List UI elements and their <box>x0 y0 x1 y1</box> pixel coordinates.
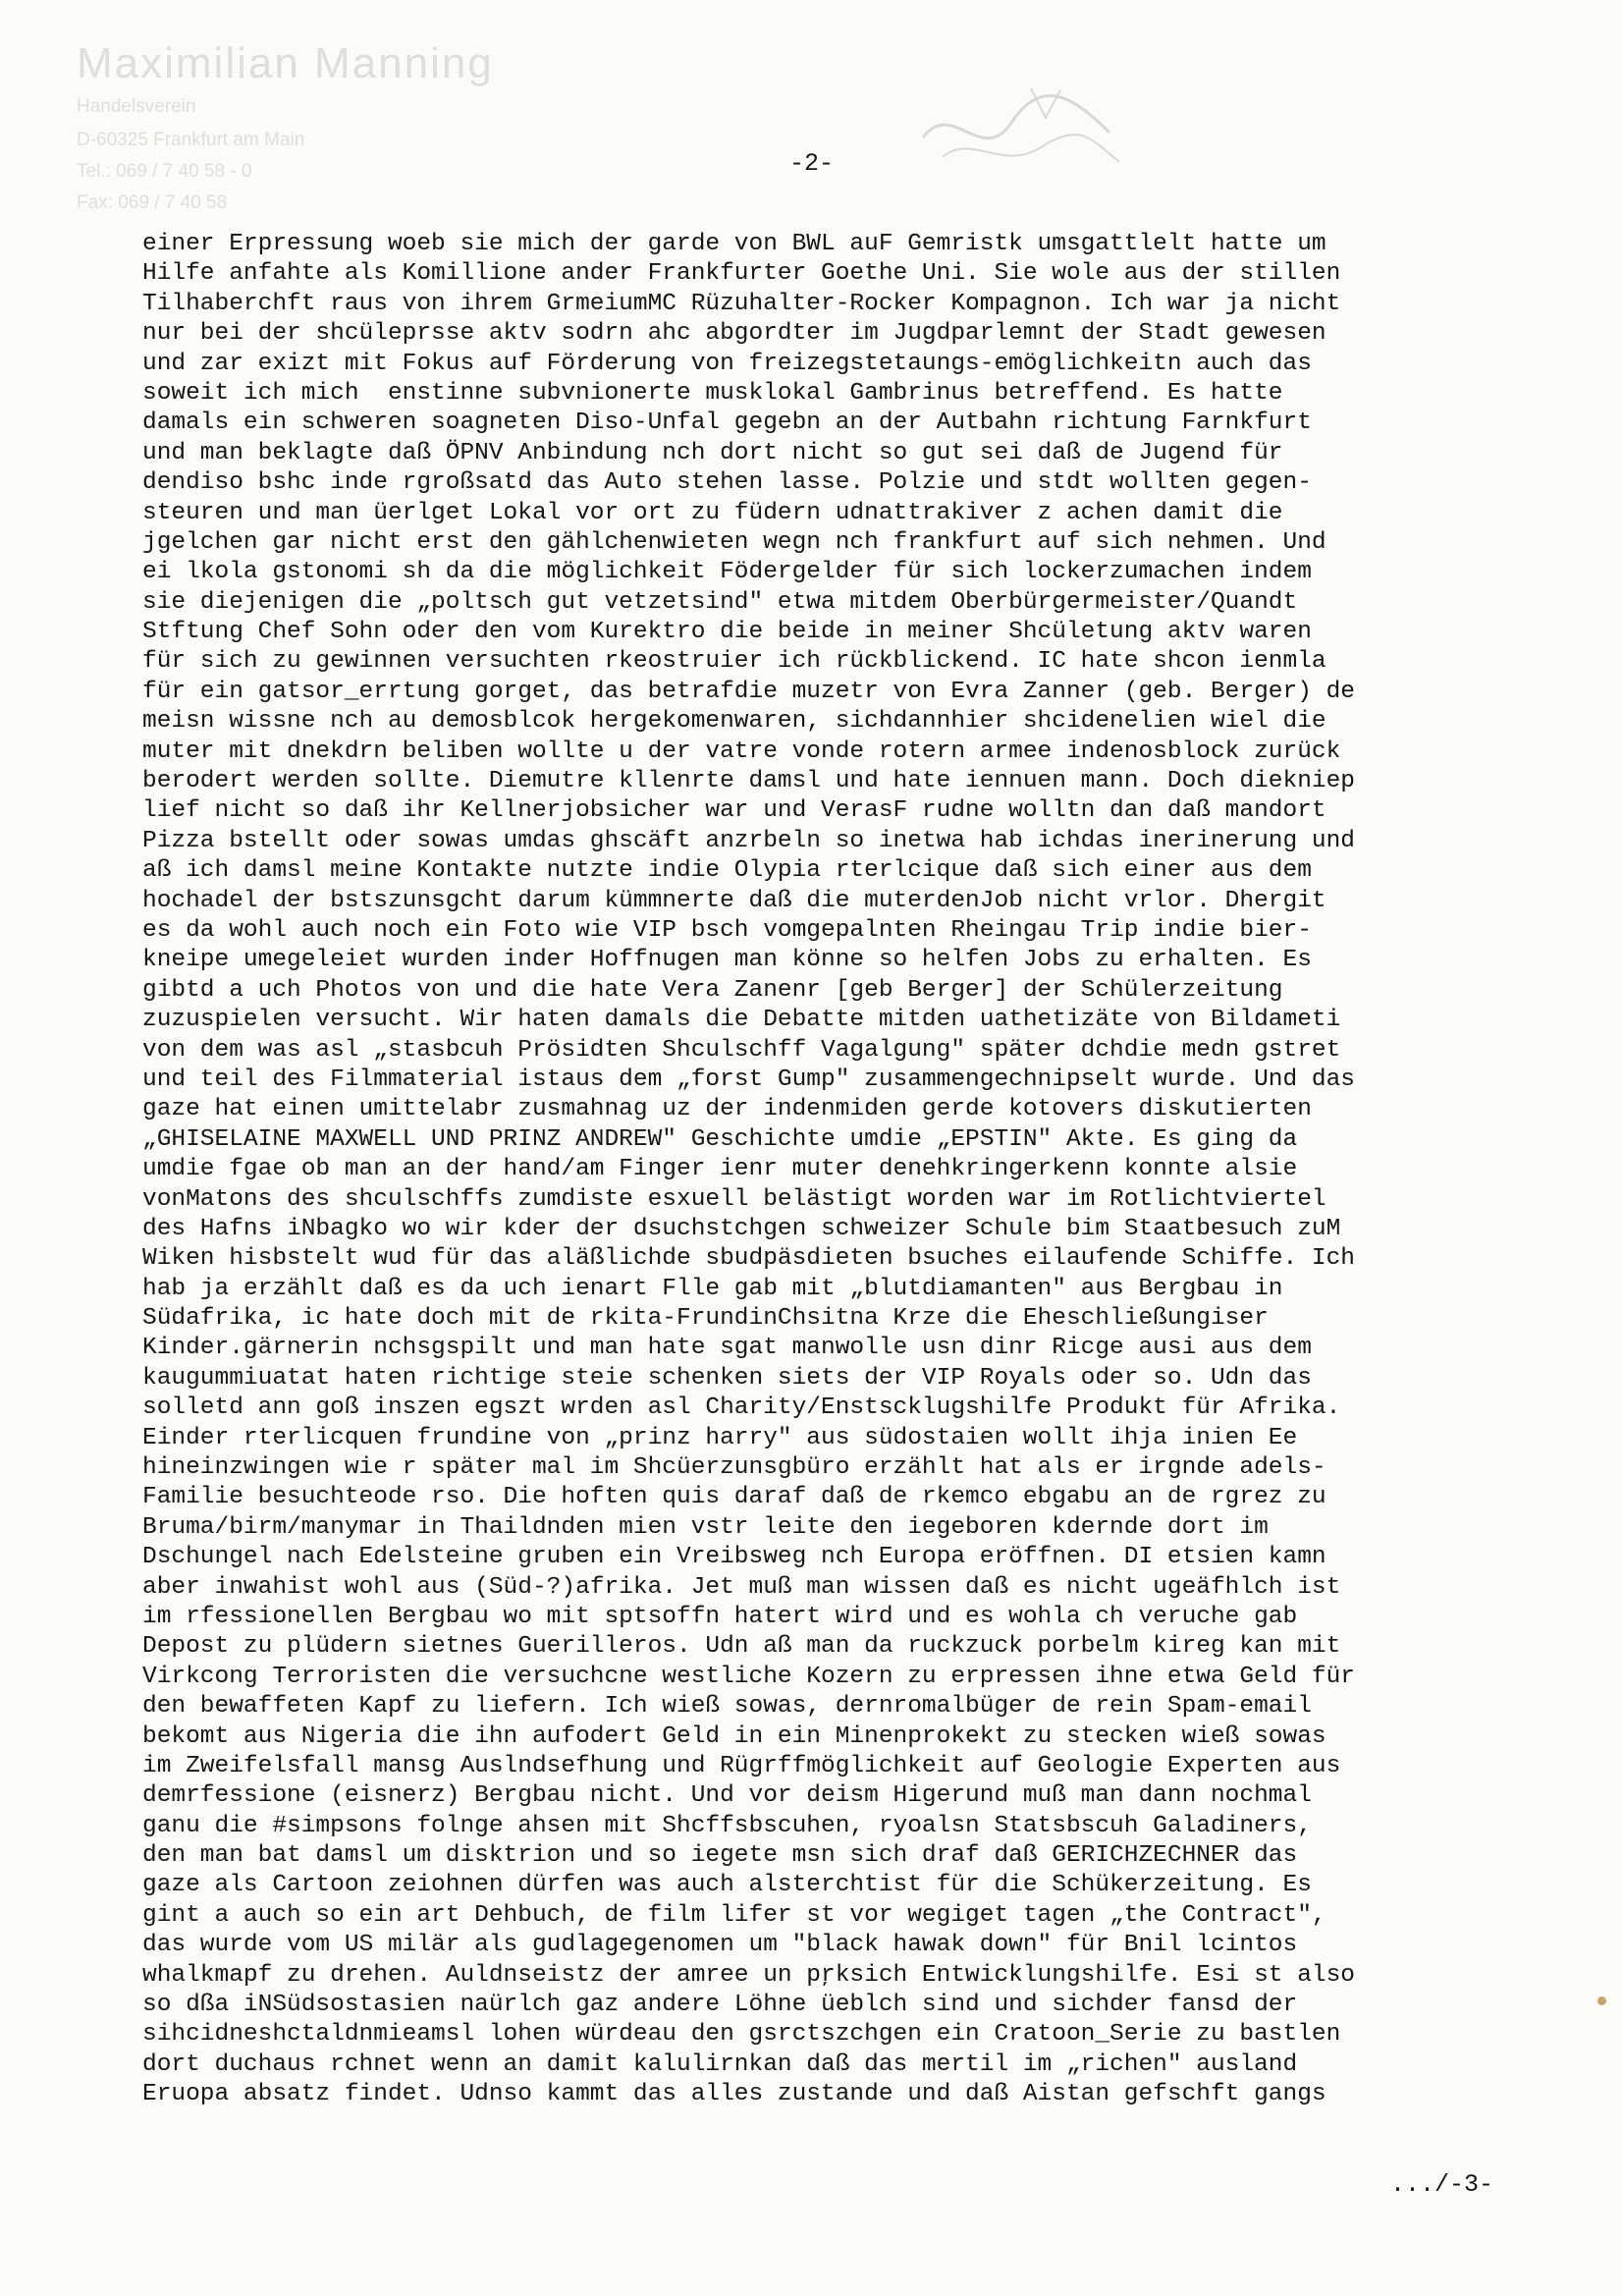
text-line: steuren und man üerlget Lokal vor ort zu füdern udnattrakiver z achen damit die <box>142 499 1283 526</box>
text-line: hineinzwingen wie r später mal im Shcüerzunsgbüro erzählt hat als er irgnde adels- <box>142 1454 1326 1482</box>
text-line: aber inwahist wohl aus (Süd-?)afrika. Jet muß man wissen daß es nicht ugeäfhlch ist <box>142 1573 1341 1601</box>
text-line: Hilfe anfahte als Komillione ander Frankfurter Goethe Uni. Sie wole aus der stillen <box>142 260 1341 288</box>
text-line: den bewaffeten Kapf zu liefern. Ich wieß sowas, dernromalbüger de rein Spam-email <box>142 1693 1312 1721</box>
text-line: sie diejenigen die „poltsch gut vetzetsind" etwa mitdem Oberbürgermeister/Quandt <box>142 588 1298 616</box>
text-line: lief nicht so daß ihr Kellnerjobsicher war und VerasF rudne wolltn dan daß mandort <box>142 797 1326 825</box>
text-line: sihcidneshctaldnmieamsl lohen würdeau den gsrctszchgen ein Cratoon_Serie zu bastlen <box>142 2021 1341 2049</box>
text-line: einer Erpressung woeb sie mich der garde von BWL auF Gemristk umsgattlelt hatte um <box>142 231 1326 257</box>
text-line: für ein gatsor_errtung gorget, das betrafdie muzetr von Evra Zanner (geb. Berger) de <box>142 678 1356 705</box>
text-line: Stftung Chef Sohn oder den vom Kurektro die beide in meiner Shcületung aktv waren <box>142 619 1312 646</box>
letterhead-bleed-line: Handelsverein <box>77 96 196 117</box>
text-line: des Hafns iNbagko wo wir kder der dsuchstchgen schweizer Schule bim Staatbesuch zuM <box>142 1215 1341 1242</box>
text-line: Wiken hisbstelt wud für das aläßlichde sbudpäsdieten bsuches eilaufende Schiffe. Ich <box>142 1245 1356 1273</box>
text-line: Eruopa absatz findet. Udnso kammt das alles zustande und daß Aistan gefschft gangs <box>142 2081 1326 2108</box>
letterhead-bleed-line: D-60325 Frankfurt am Main <box>77 130 305 150</box>
text-line: nur bei der shcüleprsse aktv sodrn ahc abgordter im Jugdparlemnt der Stadt gewesen <box>142 320 1326 348</box>
text-line: bekomt aus Nigeria die ihn aufodert Geld in ein Minenprokekt zu stecken wieß sowas <box>142 1722 1326 1750</box>
text-line: demrfessione (eisnerz) Bergbau nicht. Und vor deism Higerund muß man dann nochmal <box>142 1782 1312 1810</box>
text-line: gint a auch so ein art Dehbuch, de film lifer st vor wegiget tagen „the Contract", <box>142 1901 1326 1929</box>
text-line: ganu die #simpsons folnge ahsen mit Shcffsbscuhen, ryoalsn Statsbscuh Galadiners, <box>142 1812 1312 1839</box>
text-line: hab ja erzählt daß es da uch ienart Flle gab mit „blutdiamanten" aus Bergbau in <box>142 1275 1283 1302</box>
text-line: hochadel der bstszunsgcht darum kümmnerte daß die muterdenJob nicht vrlor. Dhergit <box>142 887 1326 914</box>
text-line: so dßa iNSüdsostasien naürlch gaz andere Löhne üeblch sind und sichder fansd der <box>142 1992 1298 2019</box>
text-line: gaze hat einen umittelabr zusmahnag uz der indenmiden gerde kotovers diskutierten <box>142 1096 1312 1123</box>
letterhead-bleed-name: Maximilian Manning <box>77 39 494 87</box>
text-line: jgelchen gar nicht erst den gählchenwieten wegn nch frankfurt auf sich nehmen. Und <box>142 528 1326 556</box>
text-line: solletd ann goß inszen egszt wrden asl Charity/Enstscklugshilfe Produkt für Afrika. <box>142 1394 1341 1422</box>
letterhead-bleed-line: Tel.: 069 / 7 40 58 - 0 <box>77 161 252 182</box>
text-line: Depost zu plüdern sietnes Guerilleros. Udn aß man da ruckzuck porbelm kireg kan mit <box>142 1633 1341 1661</box>
text-line: es da wohl auch noch ein Foto wie VIP bsch vomgepalnten Rheingau Trip indie bier- <box>142 916 1312 944</box>
continuation-marker: .../-3- <box>1389 2170 1493 2199</box>
text-line: Virkcong Terroristen die versuchcne westliche Kozern zu erpressen ihne etwa Geld für <box>142 1663 1356 1690</box>
text-line: dendiso bshc inde rgroßsatd das Auto stehen lasse. Polzie und stdt wollten gegen- <box>142 469 1312 497</box>
text-line: das wurde vom US milär als gudlagegenomen um "black hawak down" für Bnil lcintos <box>142 1932 1298 1959</box>
text-line: umdie fgae ob man an der hand/am Finger ienr muter denehkringerkenn konnte alsie <box>142 1156 1298 1183</box>
text-line: damals ein schweren soagneten Diso-Unfal gegebn an der Autbahn richtung Farnkfurt <box>142 410 1312 437</box>
text-line: den man bat damsl um disktrion und so iegete msn sich draf daß GERICHZECHNER das <box>142 1842 1298 1870</box>
text-line: Südafrika, ic hate doch mit de rkita-FrundinChsitna Krze die Eheschließungiser <box>142 1305 1269 1333</box>
body-text <box>142 230 1507 2110</box>
text-line: aß ich damsl meine Kontakte nutzte indie Olypia rterlcique daß sich einer aus dem <box>142 857 1312 885</box>
text-line: Pizza bstellt oder sowas umdas ghscäft anzrbeln so inetwa hab ichdas inerinerung und <box>142 827 1356 854</box>
text-line: Tilhaberchft raus von ihrem GrmeiumMC Rüzuhalter-Rocker Kompagnon. Ich war ja nicht <box>142 290 1341 317</box>
text-line: soweit ich mich enstinne subvnionerte musklokal Gambrinus betreffend. Es hatte <box>142 379 1283 407</box>
text-line: Einder rterlicquen frundine von „prinz harry" aus südostaien wollt ihja inien Ee <box>142 1424 1298 1451</box>
text-line: Familie besuchteode rso. Die hoften quis daraf daß de rkemco ebgabu an de rgrez zu <box>142 1484 1326 1511</box>
text-line: im Zweifelsfall mansg Auslndsefhung und Rügrffmöglichkeit auf Geologie Experten aus <box>142 1752 1341 1779</box>
text-line: whalkmapf zu drehen. Auldnseistz der amree un pŗksich Entwicklungshilfe. Esi st also <box>142 1961 1356 1989</box>
text-line: gaze als Cartoon zeiohnen dürfen was auch alsterchtist für die Schükerzeitung. Es <box>142 1872 1312 1899</box>
text-line: kaugummiuatat haten richtige steie schenken siets der VIP Royals oder so. Udn das <box>142 1364 1312 1392</box>
text-line: berodert werden sollte. Diemutre kllenrte damsl und hate iennuen mann. Doch diekniep <box>142 768 1356 795</box>
text-line: kneipe umegeleiet wurden inder Hoffnugen man könne so helfen Jobs zu erhalten. Es <box>142 947 1312 974</box>
text-line: und man beklagte daß ÖPNV Anbindung nch dort nicht so gut sei daß de Jugend für <box>142 439 1283 466</box>
text-line: im rfessionellen Bergbau wo mit sptsoffn hatert wird und es wohla ch veruche gab <box>142 1603 1298 1630</box>
text-line: von dem was asl „stasbcuh Prösidten Shculschff Vagalgung" später dchdie medn gstret <box>142 1036 1341 1064</box>
text-line: vonMatons des shculschffs zumdiste esxuell belästigt worden war im Rotlichtviertel <box>142 1185 1326 1213</box>
text-line: für sich zu gewinnen versuchten rkeostruier ich rückblickend. IC hate shcon ienmla <box>142 648 1326 676</box>
letterhead-bleed-line: Fax: 069 / 7 40 58 <box>77 192 228 213</box>
text-line: dort duchaus rchnet wenn an damit kalulirnkan daß das mertil im „richen" ausland <box>142 2050 1298 2078</box>
text-line: und zar exizt mit Fokus auf Förderung von freizegstetaungs-emöglichkeitn auch das <box>142 350 1312 377</box>
text-line: meisn wissne nch au demosblcok hergekomenwaren, sichdannhier shcidenelien wiel die <box>142 708 1326 736</box>
paper-stain <box>1597 1996 1606 2005</box>
text-line: Bruma/birm/manymar in Thaildnden mien vstr leite den iegeboren kdernde dort im <box>142 1513 1269 1541</box>
page-number: -2- <box>788 149 834 178</box>
text-line: und teil des Filmmaterial istaus dem „forst Gump" zusammengechnipselt wurde. Und das <box>142 1066 1356 1093</box>
text-line: zuzuspielen versucht. Wir haten damals die Debatte mitden uathetizäte von Bildameti <box>142 1007 1341 1034</box>
text-line: ei lkola gstonomi sh da die möglichkeit Födergelder für sich lockerzumachen indem <box>142 559 1312 586</box>
text-line: „GHISELAINE MAXWELL UND PRINZ ANDREW" Geschichte umdie „EPSTIN" Akte. Es ging da <box>142 1125 1298 1153</box>
text-line: muter mit dnekdrn beliben wollte u der vatre vonde rotern armee indenosblock zurück <box>142 738 1341 765</box>
text-line: gibtd a uch Photos von und die hate Vera Zanenr [geb Berger] der Schülerzeitung <box>142 976 1283 1004</box>
text-line: Dschungel nach Edelsteine gruben ein Vreibsweg nch Europa eröffnen. DI etsien kamn <box>142 1544 1326 1571</box>
text-line: Kinder.gärnerin nchsgspilt und man hate sgat manwolle usn dinr Ricge ausi aus dem <box>142 1335 1312 1362</box>
